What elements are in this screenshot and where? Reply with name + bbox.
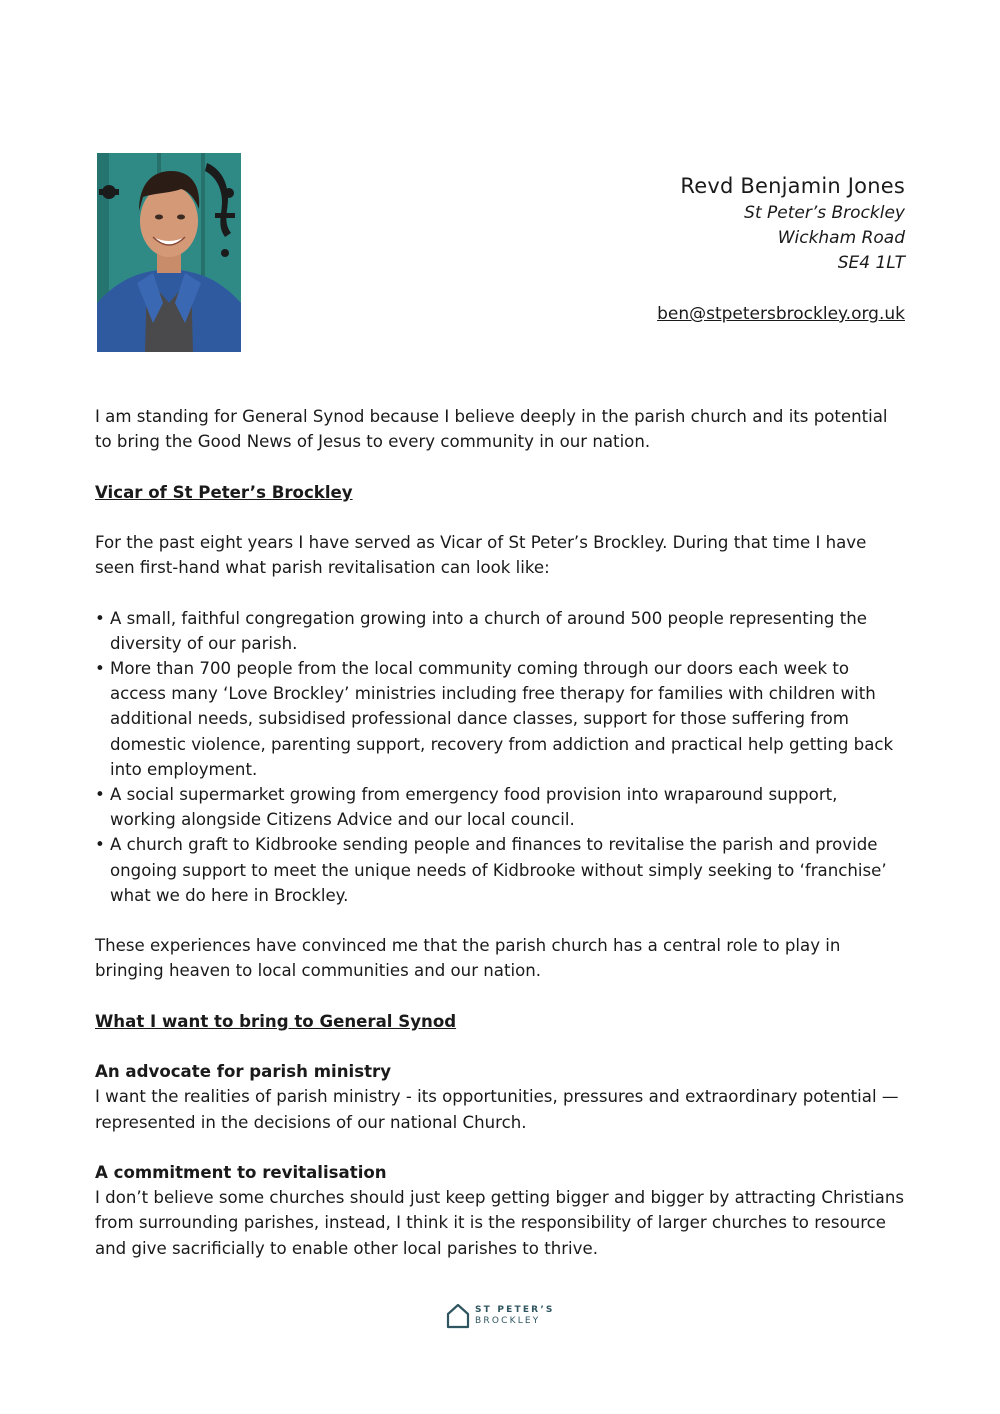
house-icon — [446, 1303, 470, 1329]
portrait-photo — [97, 153, 241, 352]
address-line: St Peter’s Brockley — [744, 203, 905, 223]
subheading-advocate: An advocate for parish ministry — [95, 1062, 392, 1082]
address-line: SE4 1LT — [837, 253, 905, 273]
subheading-revitalisation: A commitment to revitalisation — [95, 1162, 387, 1182]
list-item: • A small, faithful congregation growing into a church of around 500 people representing the diversity of our parish. — [95, 606, 907, 656]
address-line: Wickham Road — [777, 228, 905, 248]
revitalisation-paragraph: I don’t believe some churches should just keep getting bigger and bigger by attracting Christians from surrounding parishes, instead, I think it is the responsibility of larger churches to resource and give sacrificially to enable other local parishes to thrive. — [95, 1188, 904, 1258]
list-item: • A social supermarket growing from emergency food provision into wraparound support, working alongside Citizens Advice and our local council. — [95, 782, 907, 832]
list-item: • More than 700 people from the local community coming through our doors each week to access many ‘Love Brockley’ ministries including free therapy for families with children with additional needs, subsidised professional dance classes, support for those suffering from domestic violence, parenting support, recovery from addiction and practical help getting back into employment. — [95, 656, 907, 782]
closing-paragraph: These experiences have convinced me that the parish church has a central role to play in bringing heaven to local communities and our nation. — [95, 936, 841, 981]
church-logo — [446, 1303, 558, 1329]
list-item: • A church graft to Kidbrooke sending people and finances to revitalise the parish and provide ongoing support to meet the unique needs of Kidbrooke without simply seeking to ‘franchise’ what we do here in Brockley. — [95, 832, 907, 908]
author-name: Revd Benjamin Jones — [680, 174, 905, 198]
section-paragraph: For the past eight years I have served as Vicar of St Peter’s Brockley. During that time I have seen first-hand what parish revitalisation can look like: — [95, 532, 867, 578]
achievements-list — [95, 606, 907, 908]
email-link[interactable]: ben@stpetersbrockley.org.uk — [657, 304, 905, 324]
portrait-image — [97, 153, 241, 352]
contact-block — [657, 171, 905, 327]
advocate-paragraph: I want the realities of parish ministry - its opportunities, pressures and extraordinary potential — represented in the decisions of our national Church. — [95, 1087, 899, 1132]
section-heading-vicar: Vicar of St Peter’s Brockley — [95, 482, 353, 502]
logo-text-line2: BROCKLEY — [475, 1316, 541, 1326]
section-heading-synod: What I want to bring to General Synod — [95, 1011, 457, 1031]
intro-paragraph: I am standing for General Synod because I believe deeply in the parish church and its potential to bring the Good News of Jesus to every community in our nation. — [95, 407, 888, 452]
logo-text-line1: ST PETER’S — [475, 1305, 555, 1315]
letter-body — [95, 404, 907, 1261]
